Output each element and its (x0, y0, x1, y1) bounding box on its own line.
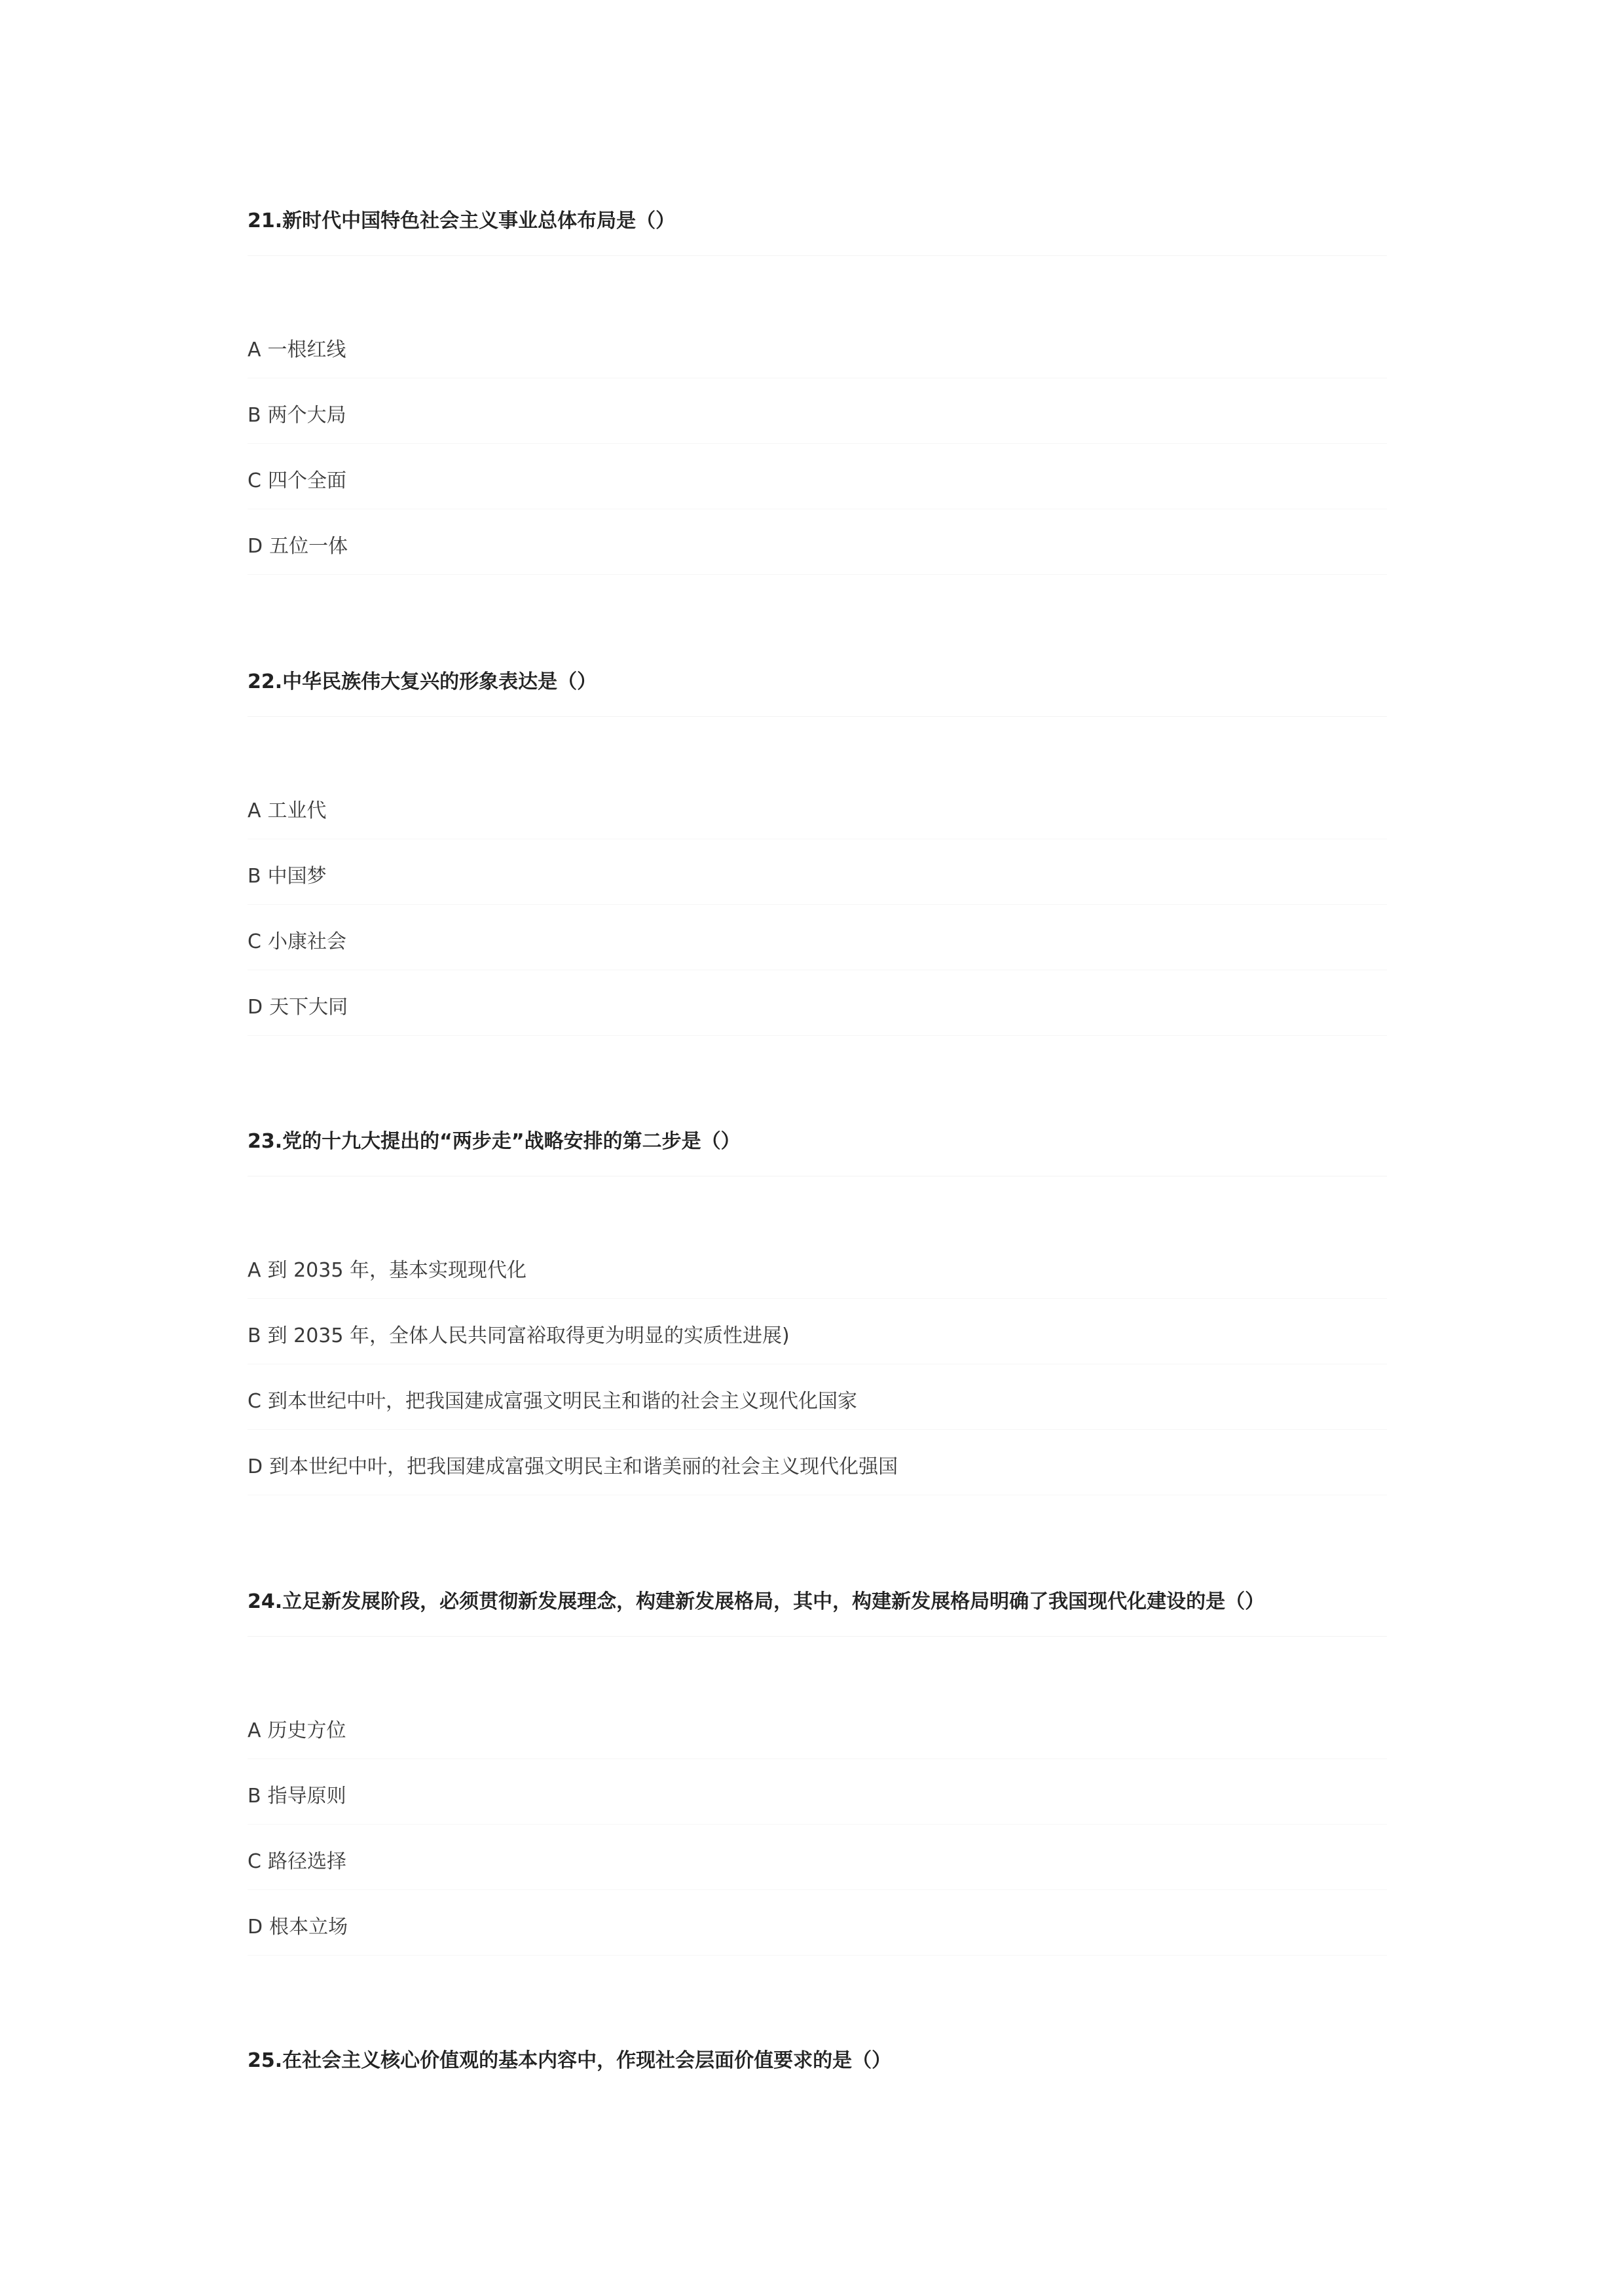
option-text: 工业代 (267, 799, 327, 822)
option-b (248, 1783, 1387, 1849)
divider (248, 1758, 1387, 1759)
option-letter: D (248, 996, 263, 1019)
option-c (248, 1849, 1387, 1914)
option-a (248, 337, 1387, 403)
option-d (248, 1914, 1387, 1980)
option-text: 两个大局 (267, 404, 346, 427)
option-c (248, 1389, 1387, 1454)
option-a (248, 1718, 1387, 1783)
option-text: 小康社会 (267, 930, 346, 953)
question-title: 22.中华民族伟大复兴的形象表达是（） (248, 670, 597, 693)
option-d (248, 1454, 1387, 1520)
options-list (248, 798, 1387, 1060)
question-23 (248, 1129, 1387, 1478)
option-text: 指导原则 (267, 1785, 346, 1808)
question-title: 21.新时代中国特色社会主义事业总体布局是（） (248, 210, 676, 232)
option-letter: A (248, 799, 261, 822)
option-text: 根本立场 (269, 1916, 348, 1939)
question-21 (248, 208, 1387, 558)
option-text: 路径选择 (267, 1850, 346, 1873)
option-letter: D (248, 535, 263, 558)
option-text: 一根红线 (267, 338, 346, 361)
option-letter: C (248, 930, 261, 953)
option-letter: C (248, 1390, 261, 1413)
option-d (248, 534, 1387, 599)
option-letter: B (248, 1324, 261, 1347)
options-list (248, 1718, 1387, 1980)
option-letter: A (248, 1259, 261, 1282)
option-text: 四个全面 (267, 469, 346, 492)
question-24 (248, 1589, 1387, 1939)
option-b (248, 1323, 1387, 1389)
divider (248, 716, 1387, 717)
option-c (248, 468, 1387, 534)
option-a (248, 798, 1387, 864)
option-letter: A (248, 338, 261, 361)
option-text: 天下大同 (269, 996, 348, 1019)
option-letter: B (248, 404, 261, 427)
option-b (248, 403, 1387, 468)
divider (248, 904, 1387, 905)
question-title: 25.在社会主义核心价值观的基本内容中，作现社会层面价值要求的是（） (248, 2049, 892, 2072)
option-letter: B (248, 1785, 261, 1808)
divider (248, 1035, 1387, 1036)
option-text: 到本世纪中叶，把我国建成富强文明民主和谐美丽的社会主义现代化强国 (269, 1455, 898, 1478)
question-22 (248, 669, 1387, 1019)
option-text: 五位一体 (269, 535, 348, 558)
option-text: 到 2035 年，基本实现现代化 (267, 1259, 526, 1282)
option-c (248, 929, 1387, 994)
question-title: 23.党的十九大提出的“两步走”战略安排的第二步是（） (248, 1130, 741, 1153)
divider (248, 1824, 1387, 1825)
question-25 (248, 2048, 1387, 2074)
option-a (248, 1258, 1387, 1323)
divider (248, 1955, 1387, 1956)
option-b (248, 864, 1387, 929)
option-text: 中国梦 (267, 865, 327, 888)
option-letter: B (248, 865, 261, 888)
divider (248, 1889, 1387, 1890)
option-text: 到 2035 年，全体人民共同富裕取得更为明显的实质性进展) (267, 1324, 790, 1347)
option-letter: C (248, 469, 261, 492)
option-letter: A (248, 1719, 261, 1742)
divider (248, 574, 1387, 575)
option-d (248, 994, 1387, 1060)
divider (248, 1636, 1387, 1637)
divider (248, 1429, 1387, 1430)
options-list (248, 1258, 1387, 1520)
option-letter: D (248, 1455, 263, 1478)
divider (248, 443, 1387, 444)
options-list (248, 337, 1387, 599)
divider (248, 1298, 1387, 1299)
option-letter: D (248, 1916, 263, 1939)
option-text: 历史方位 (267, 1719, 346, 1742)
question-title: 24.立足新发展阶段，必须贯彻新发展理念，构建新发展格局，其中，构建新发展格局明确了我国现代化建设的是（） (248, 1590, 1265, 1613)
option-letter: C (248, 1850, 261, 1873)
divider (248, 255, 1387, 256)
option-text: 到本世纪中叶，把我国建成富强文明民主和谐的社会主义现代化国家 (267, 1390, 857, 1413)
